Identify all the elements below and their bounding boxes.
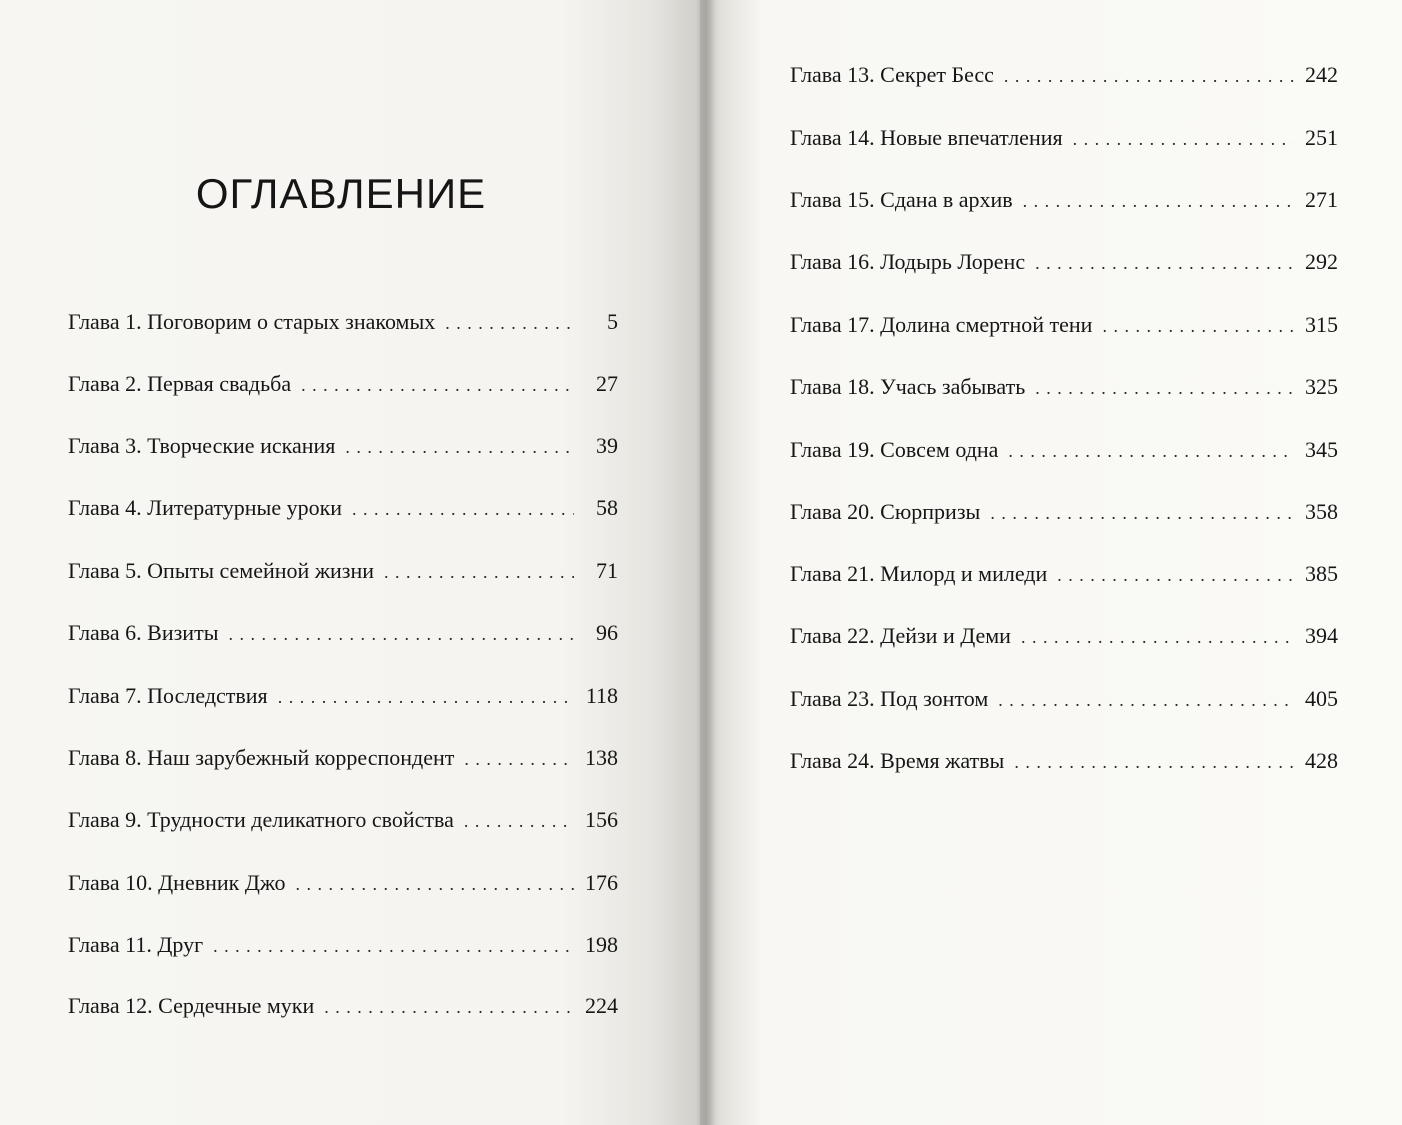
toc-entry [68,619,618,648]
chapter-title: Глава 2. Первая свадьба [68,371,292,396]
toc-entry [68,432,618,461]
chapter-title: Глава 17. Долина смертной тени [790,312,1093,337]
chapter-title: Глава 5. Опыты семейной жизни [68,558,375,583]
toc-entry [68,931,618,960]
leader-dots [213,932,574,960]
toc-entry [68,744,618,773]
toc-entry [790,124,1338,153]
chapter-title: Глава 7. Последствия [68,683,268,708]
chapter-title: Глава 21. Милорд и миледи [790,561,1048,586]
chapter-title: Глава 22. Дейзи и Деми [790,623,1011,648]
chapter-title: Глава 4. Литературные уроки [68,495,343,520]
chapter-title: Глава 14. Новые впечатления [790,125,1063,150]
page-number: 176 [585,870,618,895]
page-title: ОГЛАВЛЕНИЕ [195,170,487,217]
toc-entry [790,436,1338,465]
leader-dots [345,433,574,461]
page-number: 385 [1305,561,1338,586]
chapter-title: Глава 18. Учась забывать [790,374,1026,399]
page-number: 224 [585,993,618,1018]
page-number: 358 [1305,499,1338,524]
leader-dots [1035,249,1294,277]
leader-dots [1035,374,1294,402]
page-number: 394 [1305,623,1338,648]
chapter-title: Глава 24. Время жатвы [790,748,1005,773]
page-number: 428 [1305,748,1338,773]
leader-dots [324,993,574,1021]
toc-entry [68,806,618,835]
leader-dots [1004,62,1294,90]
leader-dots [1021,623,1294,651]
toc-entry [790,186,1338,215]
leader-dots [998,686,1294,714]
toc-entry [790,622,1338,651]
chapter-title: Глава 13. Секрет Бесс [790,62,994,87]
page-number: 156 [585,807,618,832]
toc-entry [68,308,618,337]
page-number: 242 [1305,62,1338,87]
chapter-title: Глава 23. Под зонтом [790,686,989,711]
chapter-title: Глава 20. Сюрпризы [790,499,981,524]
leader-dots [228,620,574,648]
chapter-title: Глава 6. Визиты [68,620,219,645]
leader-dots [1102,312,1294,340]
page-number: 39 [596,433,618,458]
page-number: 345 [1305,437,1338,462]
leader-dots [445,309,574,337]
chapter-title: Глава 19. Совсем одна [790,437,999,462]
leader-dots [464,745,574,773]
toc-entry [68,992,618,1021]
leader-dots [296,870,575,898]
page-number: 271 [1305,187,1338,212]
toc-entry [790,560,1338,589]
leader-dots [990,499,1294,527]
chapter-title: Глава 9. Трудности деликатного свойства [68,807,454,832]
page-number: 251 [1305,125,1338,150]
leader-dots [464,807,574,835]
page-number: 315 [1305,312,1338,337]
toc-entry [790,311,1338,340]
page-number: 325 [1305,374,1338,399]
page-number: 118 [585,683,618,708]
leader-dots [1014,748,1294,776]
toc-entry [68,682,618,711]
chapter-title: Глава 11. Друг [68,932,204,957]
toc-entry [790,248,1338,277]
toc-entry [68,557,618,586]
toc-entry [790,373,1338,402]
page-number: 5 [607,309,618,334]
chapter-title: Глава 15. Сдана в архив [790,187,1013,212]
leader-dots [1008,437,1294,465]
page-number: 71 [596,558,618,583]
page-number: 138 [585,745,618,770]
toc-entry [790,498,1338,527]
leader-dots [1023,187,1294,215]
book-gutter [696,0,716,1125]
chapter-title: Глава 16. Лодырь Лоренс [790,249,1026,274]
chapter-title: Глава 3. Творческие искания [68,433,336,458]
toc-entry [790,747,1338,776]
leader-dots [1073,125,1294,153]
chapter-title: Глава 8. Наш зарубежный корреспондент [68,745,455,770]
toc-entry [68,370,618,399]
chapter-title: Глава 1. Поговорим о старых знакомых [68,309,436,334]
page-number: 405 [1305,686,1338,711]
leader-dots [352,495,574,523]
page-number: 96 [596,620,618,645]
toc-entry [68,869,618,898]
chapter-title: Глава 10. Дневник Джо [68,870,286,895]
page-number: 198 [585,932,618,957]
leader-dots [301,371,574,399]
leader-dots [278,683,574,711]
toc-entry [790,685,1338,714]
leader-dots [1057,561,1294,589]
page-number: 27 [596,371,618,396]
toc-entry [68,494,618,523]
toc-entry [790,61,1338,90]
page-number: 58 [596,495,618,520]
page-number: 292 [1305,249,1338,274]
leader-dots [384,558,574,586]
chapter-title: Глава 12. Сердечные муки [68,993,315,1018]
